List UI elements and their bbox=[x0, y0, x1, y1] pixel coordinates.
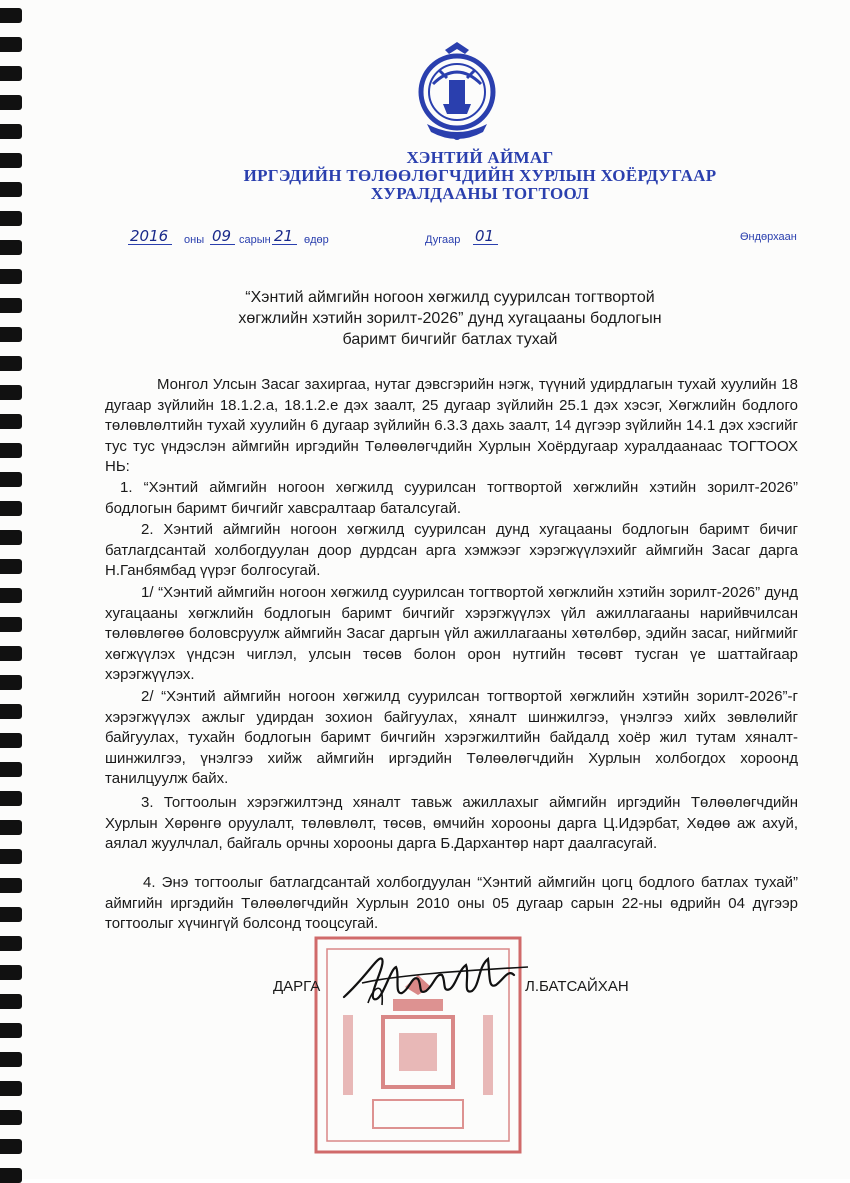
binding-hole bbox=[0, 733, 22, 748]
binding-hole bbox=[0, 675, 22, 690]
binding-hole bbox=[0, 66, 22, 81]
handwritten-signature bbox=[338, 945, 538, 1015]
date-year: 2016 bbox=[128, 229, 172, 245]
binding-hole bbox=[0, 1110, 22, 1125]
binding-hole bbox=[0, 153, 22, 168]
resolution-item-4: 4. Энэ тогтоолыг батлагдсантай холбогдуулан “Хэнтий аймгийн цогц бодлого батлах тухай” аймгийн иргэдийн Төлөөлөгчдийн Хурлын 2010 оны 05 дугаар сарын 22-ны өдрийн 04 дүгээр тогтоолыг хүчингүй болсонд тооцсугай. bbox=[105, 874, 798, 932]
org-line-1: ХЭНТИЙ АЙМАГ bbox=[406, 148, 554, 167]
month-label: сарын bbox=[239, 234, 271, 246]
spiral-binding bbox=[0, 0, 26, 1179]
binding-hole bbox=[0, 965, 22, 980]
resolution-item-2-sub-2: 2/ “Хэнтий аймгийн ногоон хөгжилд суурилсан тогтвортой хөгжлийн хэтийн зорилт-2026”-г хэрэгжүүлэх ажлыг удирдан зохион байгуулах, хяналт шинжилгээ, үнэлгээ хийх зөвлөлийг байгуулах, тухайн бодлогын баримт бичгийн хэрэгжилтийн байдалд хоёр жил тутам хяналт-шинжилгээ, үнэлгээ хийж аймгийн иргэдийн Төлөөлөгчдийн Хурлын холбогдох хороонд танилцуулж байх. bbox=[105, 688, 798, 787]
binding-hole bbox=[0, 878, 22, 893]
binding-hole bbox=[0, 269, 22, 284]
preamble-paragraph: Монгол Улсын Засаг захиргаа, нутаг дэвсгэрийн нэгж, түүний удирдлагын тухай хуулийн 18 дугаар зүйлийн 18.1.2.а, 18.1.2.е дэх заалт, 25 дугаар зүйлийн 25.1 дэх хэсэг, Хөгжлийн бодлого төлөвлөлтийн тухай хуулийн 6 дугаар зүйлийн 6.3.3 дахь заалт, 14 дүгээр зүйлийн 14.1 дэх хэсгийг тус тус үндэслэн аймгийн иргэдийн Төлөөлөгчдийн Хурлын Хоёрдугаар хуралдаанаас ТОГТООХ НЬ: bbox=[105, 376, 798, 475]
number-label: Дугаар bbox=[425, 234, 461, 246]
binding-hole bbox=[0, 182, 22, 197]
binding-hole bbox=[0, 240, 22, 255]
binding-hole bbox=[0, 849, 22, 864]
resolution-item-1: 1. “Хэнтий аймгийн ногоон хөгжилд суурилсан тогтвортой хөгжлийн хэтийн зорилт-2026” бодлогын баримт бичгийг хавсралтаар баталсугай. bbox=[105, 479, 798, 517]
document-number: 01 bbox=[473, 229, 498, 245]
binding-hole bbox=[0, 704, 22, 719]
day-label: өдөр bbox=[304, 234, 329, 246]
signatory-name: Л.БАТСАЙХАН bbox=[525, 978, 629, 995]
title-line-2: хөгжлийн хэтийн зорилт-2026” дунд хугацааны бодлогын bbox=[238, 310, 662, 327]
binding-hole bbox=[0, 443, 22, 458]
place-name: Өндөрхаан bbox=[740, 231, 797, 243]
org-line-2: ИРГЭДИЙН ТӨЛӨӨЛӨГЧДИЙН ХУРЛЫН ХОЁРДУГААР bbox=[243, 166, 717, 185]
resolution-item-2: 2. Хэнтий аймгийн ногоон хөгжилд суурилсан дунд хугацааны бодлогын баримт бичиг батлагдсантай холбогдуулан доор дурдсан арга хэмжээг хэрэгжүүлэхийг аймгийн Засаг дарга Н.Ганбямбад үүрэг болгосугай. bbox=[105, 521, 798, 579]
date-month: 09 bbox=[210, 229, 235, 245]
binding-hole bbox=[0, 327, 22, 342]
binding-hole bbox=[0, 1052, 22, 1067]
date-day: 21 bbox=[272, 229, 297, 245]
signatory-title: ДАРГА bbox=[273, 978, 321, 995]
binding-hole bbox=[0, 820, 22, 835]
year-label: оны bbox=[184, 234, 205, 246]
binding-hole bbox=[0, 1168, 22, 1183]
title-line-3: баримт бичгийг батлах тухай bbox=[342, 331, 558, 348]
binding-hole bbox=[0, 37, 22, 52]
binding-hole bbox=[0, 414, 22, 429]
binding-hole bbox=[0, 211, 22, 226]
state-emblem-icon bbox=[413, 40, 501, 148]
resolution-item-2-sub-1: 1/ “Хэнтий аймгийн ногоон хөгжилд суурилсан тогтвортой хөгжлийн хэтийн зорилт-2026” дунд хугацааны хөгжлийн бодлогын баримт бичгийг хэрэгжүүлэх үйл ажиллагааны нарийвчилсан төлөвлөгөө боловсруулж аймгийн Засаг даргын үйл ажиллагааны хөтөлбөр, эдийн засаг, нийгмийг хөгжүүлэх үндсэн чиглэл, улсын төсөв болон орон нутгийн төсөвт тусган үе шаттайгаар хэрэгжүүлэх. bbox=[105, 584, 798, 683]
binding-hole bbox=[0, 907, 22, 922]
title-line-1: “Хэнтий аймгийн ногоон хөгжилд суурилсан тогтвортой bbox=[245, 289, 655, 306]
binding-hole bbox=[0, 559, 22, 574]
binding-hole bbox=[0, 298, 22, 313]
binding-hole bbox=[0, 936, 22, 951]
binding-hole bbox=[0, 385, 22, 400]
binding-hole bbox=[0, 588, 22, 603]
binding-hole bbox=[0, 124, 22, 139]
binding-hole bbox=[0, 646, 22, 661]
binding-hole bbox=[0, 1023, 22, 1038]
binding-hole bbox=[0, 994, 22, 1009]
document-title bbox=[150, 287, 750, 350]
binding-hole bbox=[0, 472, 22, 487]
binding-hole bbox=[0, 501, 22, 516]
binding-hole bbox=[0, 762, 22, 777]
binding-hole bbox=[0, 1081, 22, 1096]
binding-hole bbox=[0, 356, 22, 371]
binding-hole bbox=[0, 530, 22, 545]
binding-hole bbox=[0, 617, 22, 632]
org-line-3: ХУРАЛДААНЫ ТОГТООЛ bbox=[370, 184, 590, 203]
binding-hole bbox=[0, 8, 22, 23]
binding-hole bbox=[0, 791, 22, 806]
binding-hole bbox=[0, 95, 22, 110]
binding-hole bbox=[0, 1139, 22, 1154]
resolution-item-3: 3. Тогтоолын хэрэгжилтэнд хяналт тавьж ажиллахыг аймгийн иргэдийн Төлөөлөгчдийн Хурлын Хөрөнгө оруулалт, төлөвлөлт, төсөв, өмчийн хорооны дарга Ц.Идэрбат, Хөдөө аж ахуй, аялал жуулчлал, байгаль орчны хорооны дарга Б.Дархантөр нарт даалгасугай. bbox=[105, 794, 798, 852]
